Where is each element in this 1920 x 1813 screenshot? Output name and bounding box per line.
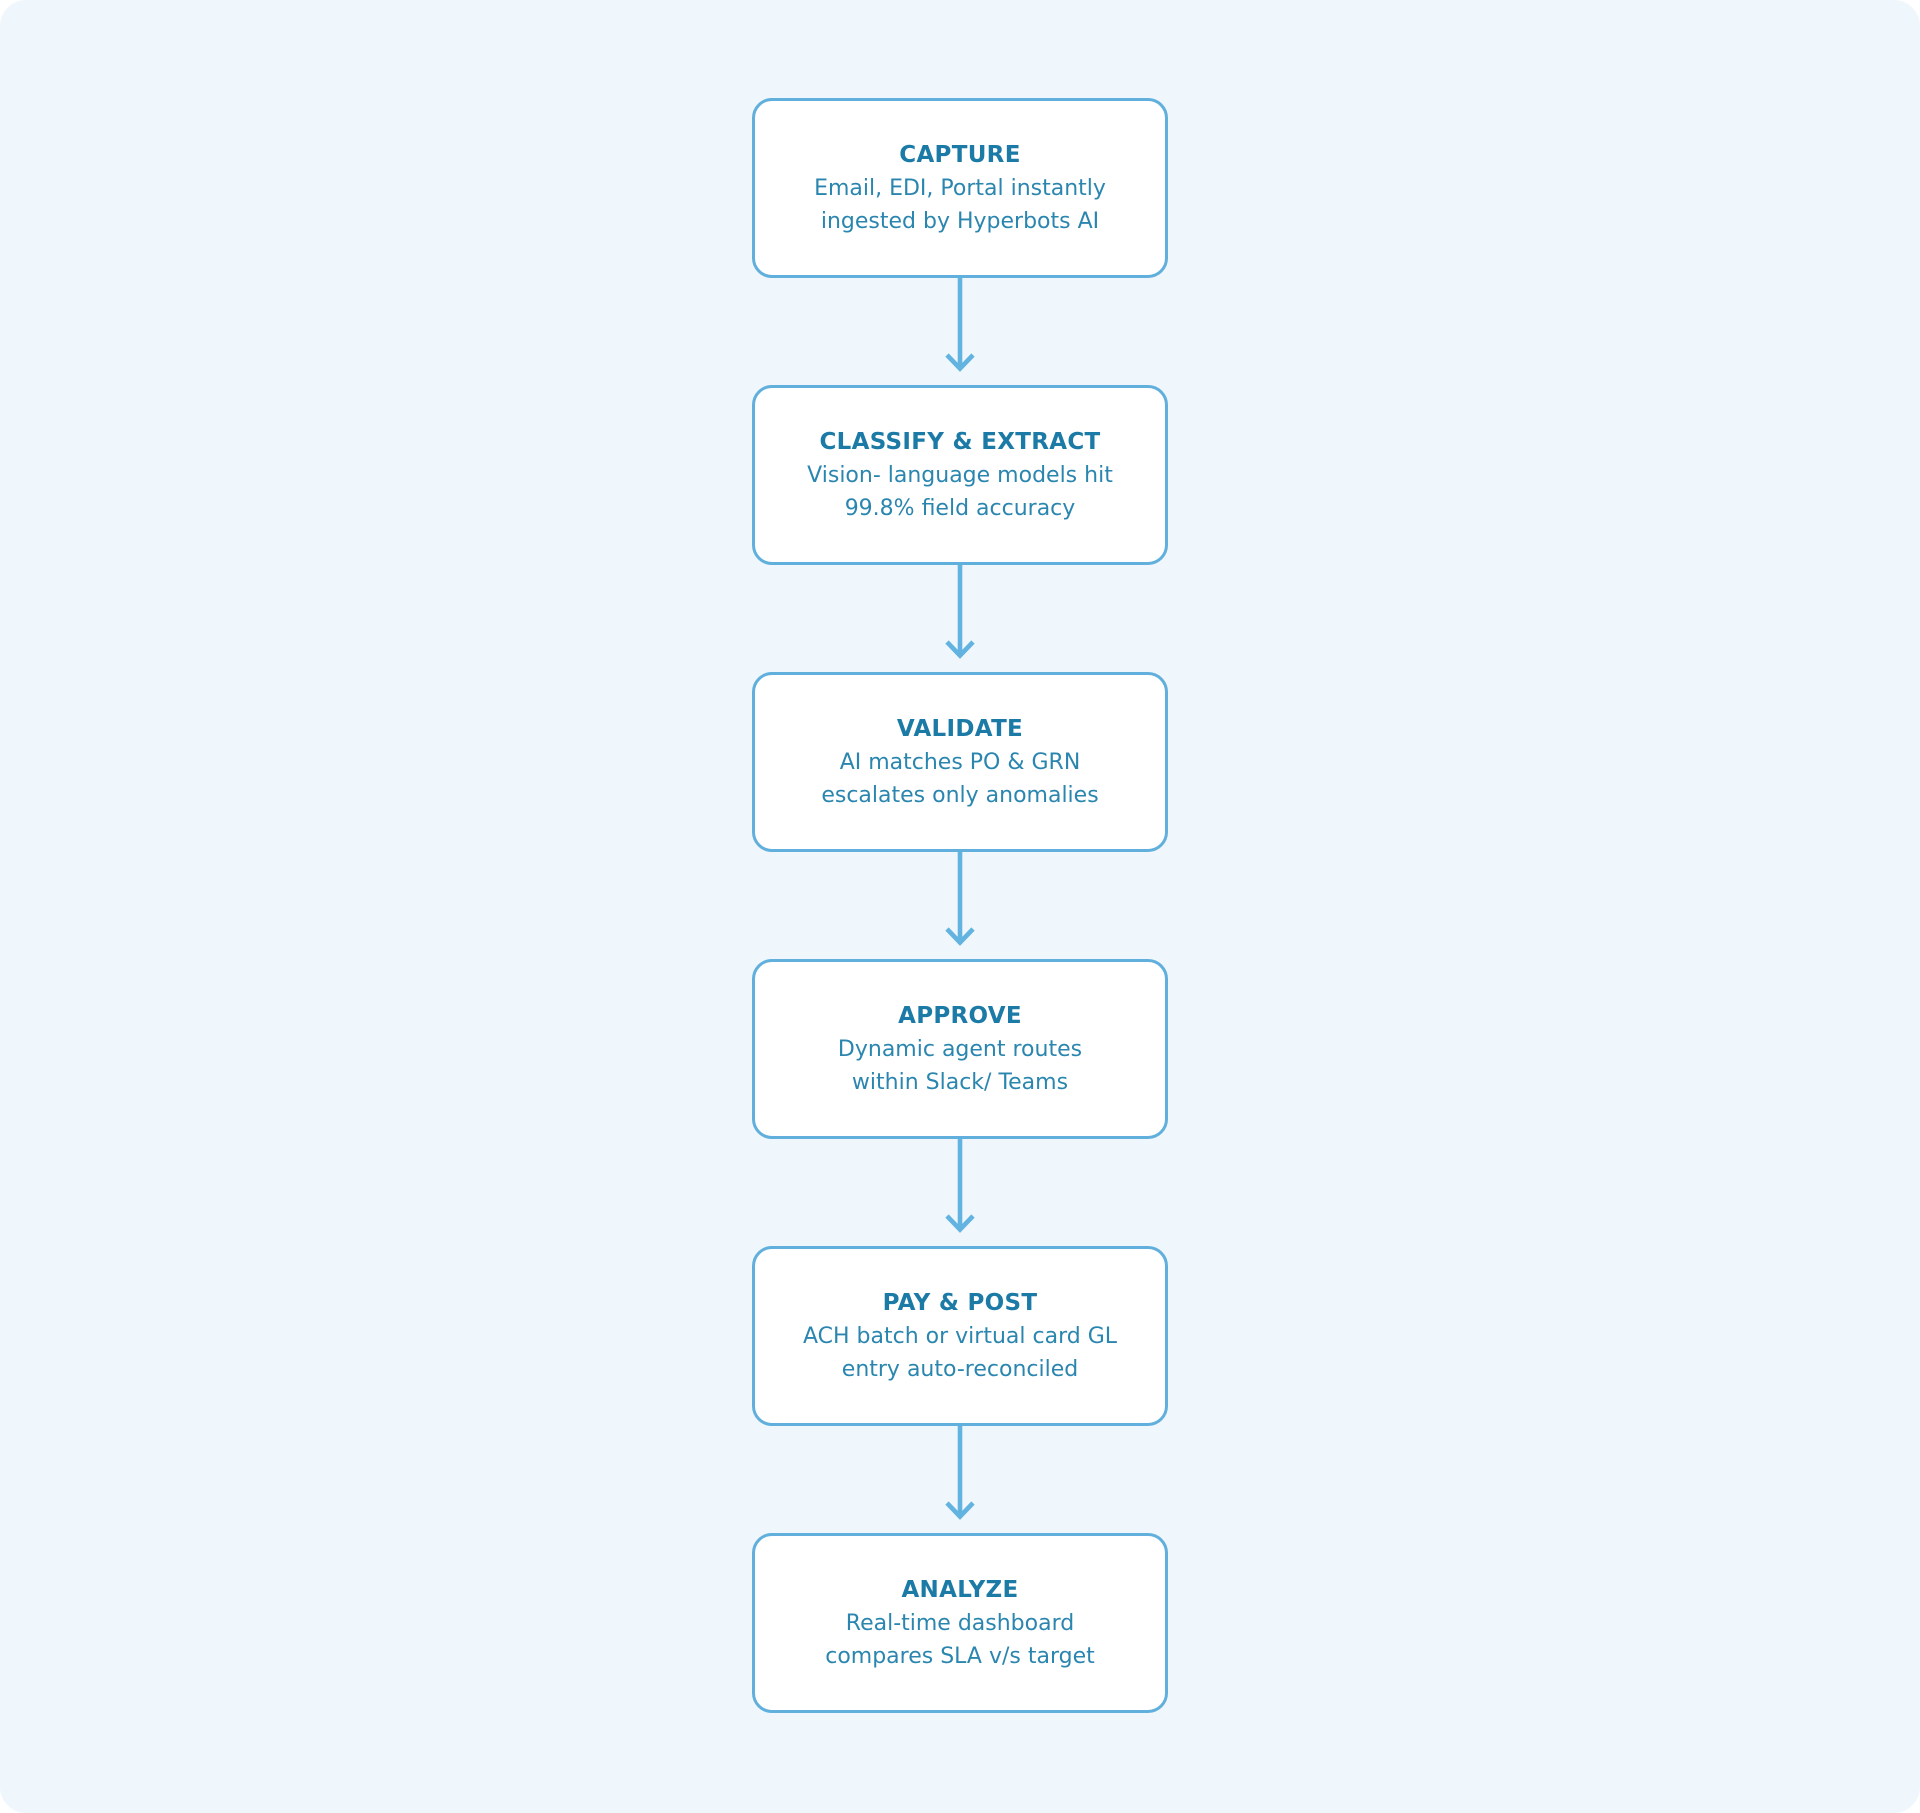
step-validate	[752, 672, 1168, 852]
arrow-down-icon	[938, 1139, 982, 1246]
step-description-line: Vision- language models hit	[807, 462, 1113, 488]
flow-connector	[938, 1426, 982, 1533]
flow-connector	[938, 1139, 982, 1246]
step-title: ANALYZE	[901, 1576, 1019, 1603]
step-capture	[752, 98, 1168, 278]
step-description-line: Real-time dashboard	[845, 1610, 1075, 1636]
step-description-line: entry auto-reconciled	[841, 1356, 1079, 1382]
step-pay-post	[752, 1246, 1168, 1426]
step-description-line: ingested by Hyperbots AI	[820, 208, 1100, 234]
step-description-line: Email, EDI, Portal instantly	[814, 175, 1106, 201]
step-classify-extract	[752, 385, 1168, 565]
step-description-line: 99.8% field accuracy	[844, 495, 1076, 521]
arrow-down-icon	[938, 565, 982, 672]
step-title: APPROVE	[898, 1002, 1022, 1029]
step-description-line: ACH batch or virtual card GL	[803, 1323, 1117, 1349]
step-approve	[752, 959, 1168, 1139]
step-description-line: AI matches PO & GRN	[839, 749, 1081, 775]
arrow-down-icon	[938, 1426, 982, 1533]
flow-connector	[938, 278, 982, 385]
step-analyze	[752, 1533, 1168, 1713]
flow-connector	[938, 565, 982, 672]
flow-connector	[938, 852, 982, 959]
step-title: CLASSIFY & EXTRACT	[819, 428, 1101, 455]
arrow-down-icon	[938, 852, 982, 959]
step-description-line: Dynamic agent routes	[837, 1036, 1083, 1062]
flow-column	[752, 98, 1168, 1713]
step-description-line: escalates only anomalies	[821, 782, 1099, 808]
step-description-line: compares SLA v/s target	[825, 1643, 1095, 1669]
step-title: VALIDATE	[896, 715, 1024, 742]
arrow-down-icon	[938, 278, 982, 385]
step-description-line: within Slack/ Teams	[851, 1069, 1069, 1095]
step-title: CAPTURE	[899, 141, 1021, 168]
step-title: PAY & POST	[882, 1289, 1038, 1316]
